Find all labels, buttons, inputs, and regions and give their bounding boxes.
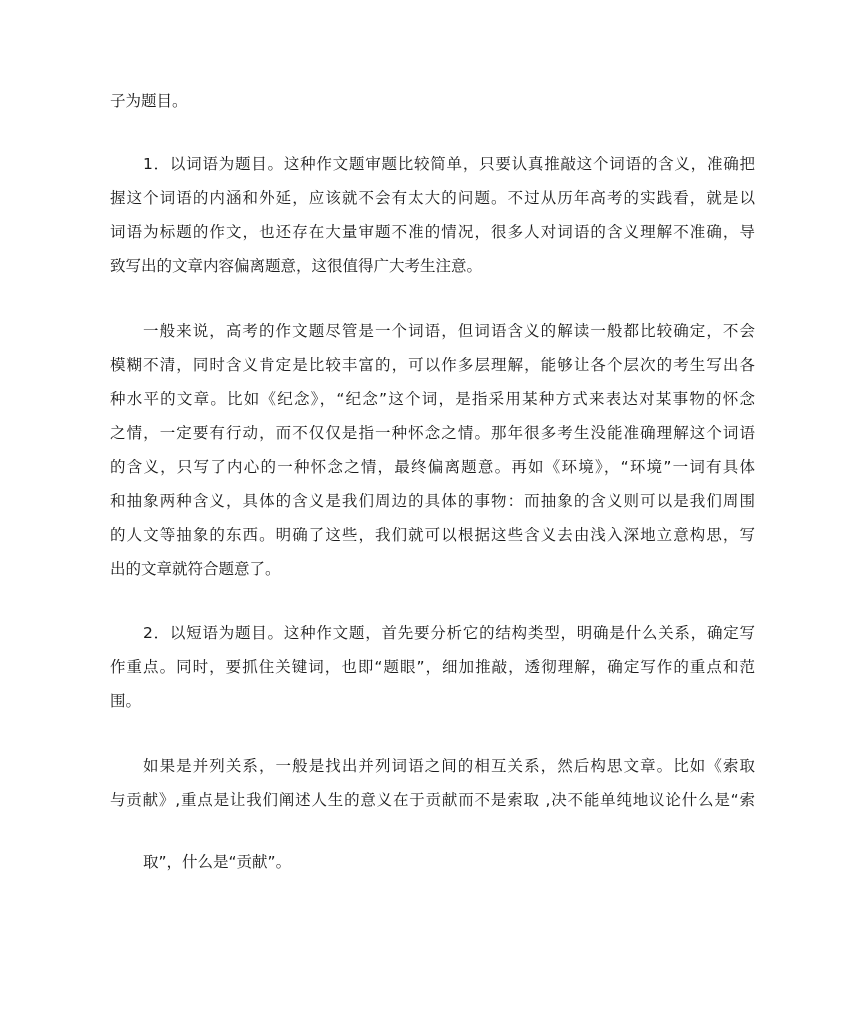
paragraph-line: 子为题目。 (110, 92, 188, 110)
paragraph-line: 之情，一定要有行动，而不仅仅是指一种怀念之情。那年很多考生没能准确理解这个词语 (110, 424, 755, 442)
paragraph-line: 与贡献》,重点是让我们阐述人生的意义在于贡献而不是索取 ,决不能单纯地议论什么是“索 (110, 791, 755, 809)
paragraph-line: 如果是并列关系，一般是找出并列词语之间的相互关系，然后构思文章。比如《索取 (143, 757, 755, 775)
paragraph-line: 握这个词语的内涵和外延，应该就不会有太大的问题。不过从历年高考的实践看，就是以 (110, 189, 755, 207)
paragraph-line: 词语为标题的作文，也还存在大量审题不准的情况，很多人对词语的含义理解不准确，导 (110, 223, 755, 241)
paragraph-line: 作重点。同时，要抓住关键词，也即“题眼”，细加推敲，透彻理解，确定写作的重点和范 (110, 658, 755, 676)
paragraph-line: 的人文等抽象的东西。明确了这些，我们就可以根据这些含义去由浅入深地立意构思，写 (110, 526, 755, 544)
paragraph-line: 1．以词语为题目。这种作文题审题比较简单，只要认真推敲这个词语的含义，准确把 (143, 155, 755, 173)
paragraph-line: 出的文章就符合题意了。 (110, 560, 281, 578)
paragraph-line: 一般来说，高考的作文题尽管是一个词语，但词语含义的解读一般都比较确定，不会 (143, 322, 755, 340)
paragraph-line: 取”，什么是“贡献”。 (143, 853, 292, 871)
paragraph-line: 模糊不清，同时含义肯定是比较丰富的，可以作多层理解，能够让各个层次的考生写出各 (110, 356, 755, 374)
paragraph-line: 围。 (110, 692, 142, 710)
paragraph-line: 致写出的文章内容偏离题意，这很值得广大考生注意。 (110, 257, 483, 275)
paragraph-line: 和抽象两种含义，具体的含义是我们周边的具体的事物：而抽象的含义则可以是我们周围 (110, 492, 755, 510)
paragraph-line: 2．以短语为题目。这种作文题，首先要分析它的结构类型，明确是什么关系，确定写 (143, 624, 755, 642)
paragraph-line: 的含义，只写了内心的一种怀念之情，最终偏离题意。再如《环境》，“环境”一词有具体 (110, 458, 755, 476)
paragraph-line: 种水平的文章。比如《纪念》，“纪念”这个词，是指采用某种方式来表达对某事物的怀念 (110, 390, 755, 408)
